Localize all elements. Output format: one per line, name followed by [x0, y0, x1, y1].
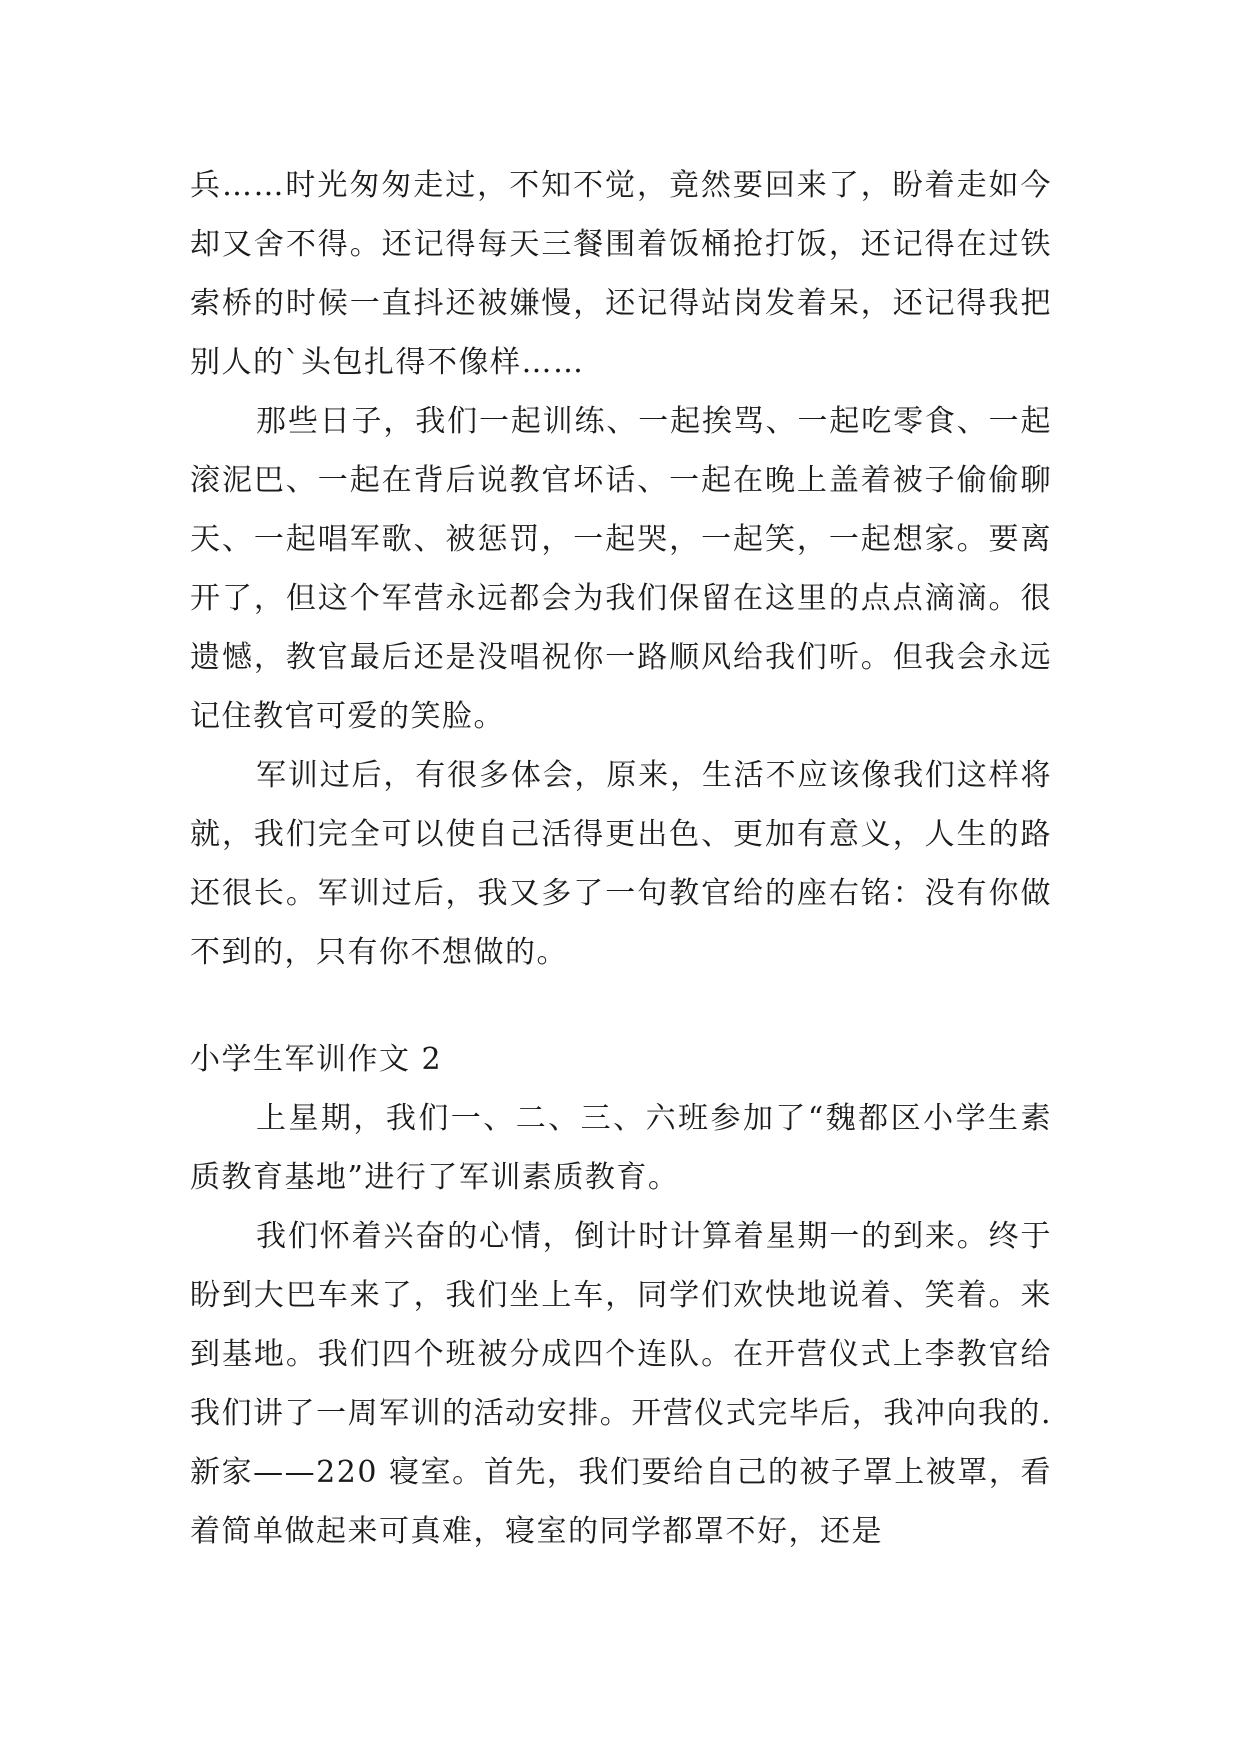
essay-2-body: [190, 1089, 1052, 1561]
paragraph: 我们怀着兴奋的心情，倒计时计算着星期一的到来。终于盼到大巴车来了，我们坐上车，同学们欢快地说着、笑着。来到基地。我们四个班被分成四个连队。在开营仪式上李教官给我们讲了一周军训的活动安排。开营仪式完毕后，我冲向我的.新家——220 寝室。首先，我们要给自己的被子罩上被罩，看着简单做起来可真难，寝室的同学都罩不好，还是: [190, 1219, 1052, 1549]
paragraph-continued: 兵……时光匆匆走过，不知不觉，竟然要回来了，盼着走如今却又舍不得。还记得每天三餐围着饭桶抢打饭，还记得在过铁索桥的时候一直抖还被嫌慢，还记得站岗发着呆，还记得我把别人的`头包扎得不像样……: [190, 168, 1052, 380]
essay-2-title: 小学生军训作文 2: [190, 1042, 443, 1077]
paragraph: 上星期，我们一、二、三、六班参加了“魏都区小学生素质教育基地”进行了军训素质教育。: [190, 1101, 1052, 1195]
paragraph: 那些日子，我们一起训练、一起挨骂、一起吃零食、一起滚泥巴、一起在背后说教官坏话、一起在晚上盖着被子偷偷聊天、一起唱军歌、被惩罚，一起哭，一起笑，一起想家。要离开了，但这个军营永远都会为我们保留在这里的点点滴滴。很遗憾，教官最后还是没唱祝你一路顺风给我们听。但我会永远记住教官可爱的笑脸。: [190, 404, 1052, 734]
essay-1-ending: [190, 156, 1052, 982]
paragraph: 军训过后，有很多体会，原来，生活不应该像我们这样将就，我们完全可以使自己活得更出色、更加有意义，人生的路还很长。军训过后，我又多了一句教官给的座右铭：没有你做不到的，只有你不想做的。: [190, 758, 1052, 970]
